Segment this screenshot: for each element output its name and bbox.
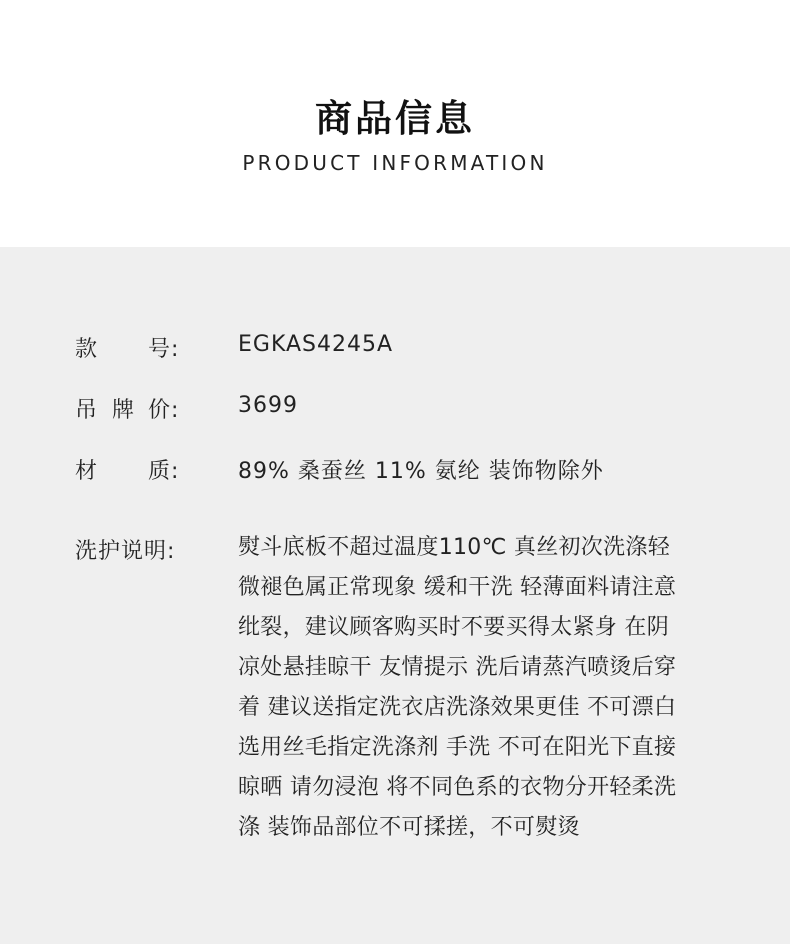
care-line: 凉处悬挂晾干 友情提示 洗后请蒸汽喷烫后穿	[238, 655, 677, 680]
care-line: 选用丝毛指定洗涤剂 手洗 不可在阳光下直接	[238, 735, 677, 760]
care-line: 晾晒 请勿浸泡 将不同色系的衣物分开轻柔洗	[238, 775, 677, 800]
care-line: 涤 装饰品部位不可揉搓，不可熨烫	[238, 815, 580, 840]
care-line: 着 建议送指定洗衣店洗涤效果更佳 不可漂白	[238, 695, 677, 720]
product-info-panel: 款 号: EGKAS4245A 吊 牌 价: 3699 材 质: 89% 桑蚕丝 11% 氨纶 装饰物除外 洗护说明: 熨斗底板不超过温度110℃ 真丝初次洗涤轻 微褪色属正常现象 缓和干洗 轻薄面料请注意 纰裂，建议顾客购买时不要买得太紧身 在阴 凉处悬挂晾干 友情提示 洗后请蒸汽喷烫后穿 着 建议送指定洗衣店洗涤效果更佳 不可漂白 选用丝毛指定洗涤剂 手洗 不可在阳光下直接 晾晒 请勿浸泡 将不同色系的衣物分开轻柔洗 涤 装饰品部位不可揉搓，不可熨烫	[0, 247, 790, 944]
header-section	[0, 0, 790, 247]
care-line: 微褪色属正常现象 缓和干洗 轻薄面料请注意	[238, 575, 677, 600]
style-number-value: EGKAS4245A	[238, 332, 394, 357]
care-instructions-text	[238, 528, 733, 848]
page-subtitle: PRODUCT INFORMATION	[242, 151, 548, 175]
care-line: 熨斗底板不超过温度110℃ 真丝初次洗涤轻	[238, 535, 670, 560]
material-value: 89% 桑蚕丝 11% 氨纶 装饰物除外	[238, 459, 604, 484]
page-title: 商品信息	[315, 97, 475, 140]
care-line: 纰裂，建议顾客购买时不要买得太紧身 在阴	[238, 615, 669, 640]
tag-price-value: 3699	[238, 393, 298, 418]
